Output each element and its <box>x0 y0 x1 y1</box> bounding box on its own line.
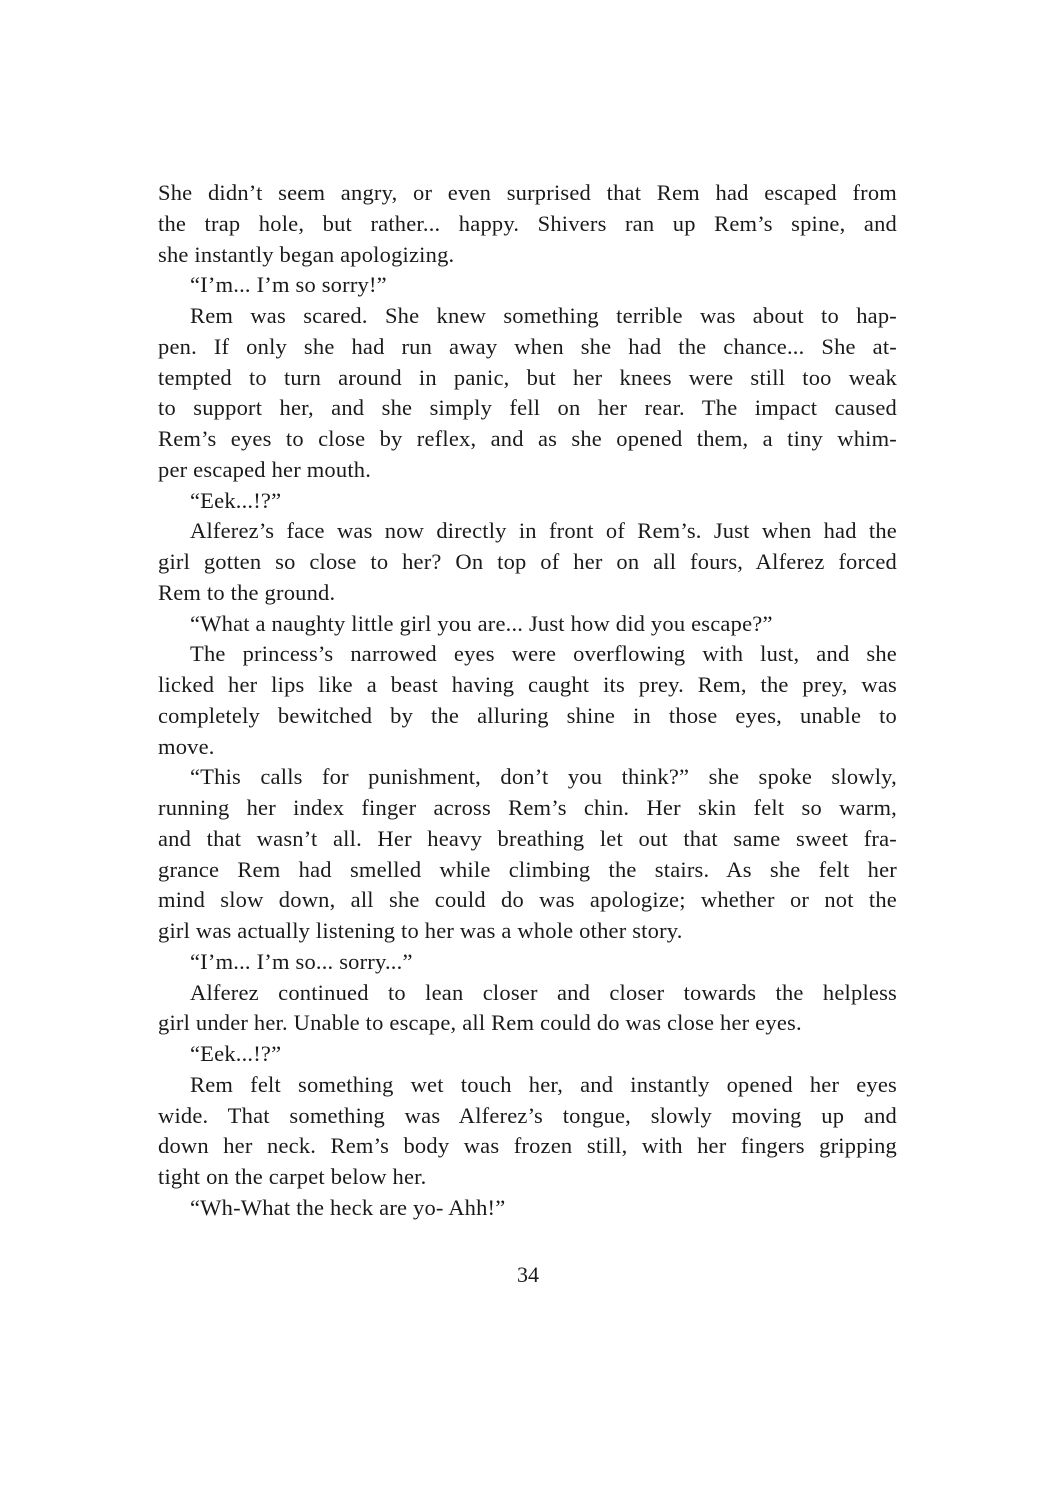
paragraph <box>158 270 897 301</box>
paragraph <box>158 609 897 640</box>
text-line: pen. If only she had run away when she had the chance... She at- <box>158 333 897 359</box>
paragraph <box>158 762 897 947</box>
text-line: per escaped her mouth. <box>158 456 372 482</box>
text-line: girl gotten so close to her? On top of her on all fours, Alferez forced <box>158 549 897 574</box>
text-line: “I’m... I’m so sorry!” <box>190 272 387 298</box>
text-line: down her neck. Rem’s body was frozen still, with her fingers gripping <box>158 1133 897 1159</box>
text-line: Rem felt something wet touch her, and instantly opened her eyes <box>190 1071 897 1097</box>
paragraph <box>158 178 897 270</box>
text-line: she instantly began apologizing. <box>158 241 455 267</box>
text-line: The princess’s narrowed eyes were overflowing with lust, and she <box>190 641 897 667</box>
text-line: tempted to turn around in panic, but her knees were still too weak <box>158 364 897 390</box>
text-line: “What a naughty little girl you are... Just how did you escape?” <box>190 610 773 636</box>
text-line: She didn’t seem angry, or even surprised that Rem had escaped from <box>158 180 897 205</box>
text-line: Rem’s eyes to close by reflex, and as she opened them, a tiny whim- <box>158 426 897 451</box>
text-line: Alferez continued to lean closer and closer towards the helpless <box>190 979 897 1005</box>
text-line: Alferez’s face was now directly in front of Rem’s. Just when had the <box>190 518 897 544</box>
paragraph <box>158 486 897 517</box>
paragraph <box>158 1070 897 1193</box>
text-line: girl was actually listening to her was a whole other story. <box>158 918 683 943</box>
text-line: “Eek...!?” <box>190 1041 282 1066</box>
page-number: 34 <box>517 1262 539 1287</box>
paragraph <box>158 1193 897 1224</box>
text-line: “This calls for punishment, don’t you think?” she spoke slowly, <box>190 764 897 790</box>
text-line: “Wh-What the heck are yo- Ahh!” <box>190 1194 506 1220</box>
paragraph <box>158 516 897 608</box>
paragraph <box>158 947 897 978</box>
text-line: the trap hole, but rather... happy. Shivers ran up Rem’s spine, and <box>158 210 897 236</box>
body-text <box>158 178 897 1224</box>
text-line: tight on the carpet below her. <box>158 1164 427 1189</box>
paragraph <box>158 978 897 1040</box>
text-line: “Eek...!?” <box>190 487 282 513</box>
text-line: Rem was scared. She knew something terrible was about to hap- <box>190 303 897 328</box>
text-line: “I’m... I’m so... sorry...” <box>190 948 413 974</box>
text-line: Rem to the ground. <box>158 579 336 605</box>
text-line: completely bewitched by the alluring shine in those eyes, unable to <box>158 702 897 728</box>
text-line: girl under her. Unable to escape, all Rem could do was close her eyes. <box>158 1010 802 1036</box>
text-line: and that wasn’t all. Her heavy breathing let out that same sweet fra- <box>158 825 897 851</box>
text-line: running her index finger across Rem’s chin. Her skin felt so warm, <box>158 795 897 820</box>
text-line: grance Rem had smelled while climbing the stairs. As she felt her <box>158 856 897 882</box>
text-line: move. <box>158 733 215 759</box>
text-line: mind slow down, all she could do was apologize; whether or not the <box>158 887 897 913</box>
paragraph <box>158 639 897 762</box>
text-line: wide. That something was Alferez’s tongue, slowly moving up and <box>158 1102 897 1128</box>
paragraph <box>158 1039 897 1070</box>
paragraph <box>158 301 897 486</box>
text-line: to support her, and she simply fell on her rear. The impact caused <box>158 395 897 421</box>
text-line: licked her lips like a beast having caught its prey. Rem, the prey, was <box>158 672 897 697</box>
